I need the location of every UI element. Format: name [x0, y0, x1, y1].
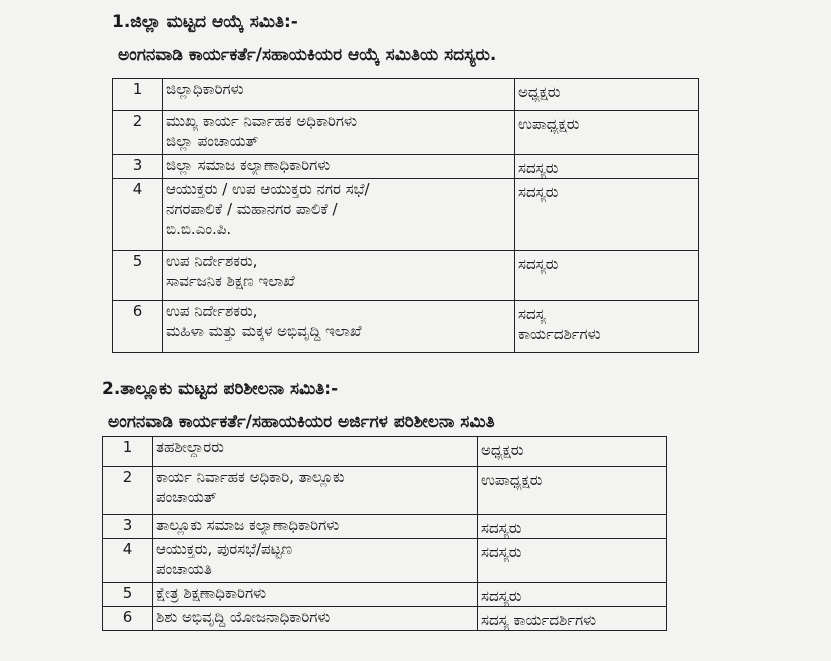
table-row	[113, 251, 699, 301]
member-designation	[153, 467, 478, 515]
section1-heading: 1.ಜಿಲ್ಲಾ ಮಟ್ಟದ ಆಯ್ಕೆ ಸಮಿತಿ:-	[112, 12, 298, 32]
designation-line: ಪಂಚಾಯತಿ	[156, 560, 212, 578]
committee-role	[515, 251, 699, 301]
row-number: 5	[103, 583, 153, 607]
row-number: 2	[103, 467, 153, 515]
member-designation	[163, 111, 515, 155]
committee-role	[515, 301, 699, 353]
member-designation	[163, 301, 515, 353]
designation-line: ತಾಲ್ಲೂಕು ಸಮಾಜ ಕಲ್ಯಾಣಾಧಿಕಾರಿಗಳು	[156, 516, 340, 534]
committee-role	[478, 539, 667, 583]
role-line: ಕಾರ್ಯದರ್ಶಿಗಳು	[518, 325, 601, 343]
row-number: 2	[113, 111, 163, 155]
role-line: ಅಧ್ಯಕ್ಷರು	[481, 441, 524, 459]
table-row	[113, 111, 699, 155]
row-number: 4	[113, 179, 163, 251]
member-designation	[153, 539, 478, 583]
table-row	[113, 79, 699, 111]
table-row	[103, 607, 667, 631]
designation-line: ಉಪ ನಿರ್ದೇಶಕರು,	[166, 252, 258, 270]
designation-line: ಜಿಲ್ಲಾ ಪಂಚಾಯತ್	[166, 132, 259, 150]
role-line: ಉಪಾಧ್ಯಕ್ಷರು	[518, 115, 580, 133]
row-number: 3	[103, 515, 153, 539]
role-line: ಸದಸ್ಯರು	[518, 183, 559, 201]
committee-role	[515, 179, 699, 251]
designation-line: ಸಾರ್ವಜನಿಕ ಶಿಕ್ಷಣ ಇಲಾಖೆ	[166, 272, 295, 290]
table-row	[103, 539, 667, 583]
table-row	[103, 437, 667, 467]
designation-line: ಪಂಚಾಯತ್	[156, 488, 217, 506]
designation-line: ಶಿಶು ಅಭಿವೃದ್ಧಿ ಯೋಜನಾಧಿಕಾರಿಗಳು	[156, 608, 331, 626]
designation-line: ಆಯುಕ್ತರು / ಉಪ ಆಯುಕ್ತರು ನಗರ ಸಭೆ/	[166, 180, 370, 198]
table-row	[113, 155, 699, 179]
role-line: ಸದಸ್ಯರು	[518, 255, 559, 273]
role-line: ಸದಸ್ಯರು	[481, 519, 522, 537]
row-number: 4	[103, 539, 153, 583]
designation-line: ತಹಶೀಲ್ದಾರರು	[156, 438, 224, 456]
table-row	[103, 467, 667, 515]
role-line: ಸದಸ್ಯ	[518, 305, 546, 323]
table-row	[103, 583, 667, 607]
row-number: 6	[103, 607, 153, 631]
committee-role	[478, 515, 667, 539]
role-line: ಸದಸ್ಯರು	[518, 159, 559, 177]
designation-line: ಆಯುಕ್ತರು, ಪುರಸಭೆ/ಪಟ್ಟಣ	[156, 540, 293, 558]
designation-line: ಬಿ.ಬಿ.ಎಂ.ಪಿ.	[166, 220, 232, 238]
table-row	[113, 301, 699, 353]
section2-subheading: ಅಂಗನವಾಡಿ ಕಾರ್ಯಕರ್ತೆ/ಸಹಾಯಕಿಯರ ಅರ್ಜಿಗಳ ಪರಿಶೀಲನಾ ಸಮಿತಿ	[108, 412, 495, 432]
row-number: 1	[113, 79, 163, 111]
section2-heading: 2.ತಾಲ್ಲೂಕು ಮಟ್ಟದ ಪರಿಶೀಲನಾ ಸಮಿತಿ:-	[102, 379, 339, 399]
row-number: 1	[103, 437, 153, 467]
row-number: 3	[113, 155, 163, 179]
table-row	[103, 515, 667, 539]
committee-role	[478, 607, 667, 631]
member-designation	[153, 607, 478, 631]
committee-role	[515, 111, 699, 155]
committee-role	[478, 467, 667, 515]
taluk-committee-table	[102, 436, 667, 631]
member-designation	[153, 437, 478, 467]
role-line: ಅಧ್ಯಕ್ಷರು	[518, 83, 561, 101]
section1-subheading: ಅಂಗನವಾಡಿ ಕಾರ್ಯಕರ್ತೆ/ಸಹಾಯಕಿಯರ ಆಯ್ಕೆ ಸಮಿತಿಯ ಸದಸ್ಯರು.	[118, 45, 497, 65]
member-designation	[163, 251, 515, 301]
role-line: ಸದಸ್ಯರು	[481, 587, 522, 605]
table-row	[113, 179, 699, 251]
committee-role	[515, 155, 699, 179]
designation-line: ಉಪ ನಿರ್ದೇಶಕರು,	[166, 302, 258, 320]
designation-line: ಮುಖ್ಯ ಕಾರ್ಯ ನಿರ್ವಾಹಕ ಅಧಿಕಾರಿಗಳು	[166, 112, 357, 130]
member-designation	[153, 583, 478, 607]
member-designation	[163, 79, 515, 111]
committee-role	[478, 437, 667, 467]
committee-role	[515, 79, 699, 111]
designation-line: ಮಹಿಳಾ ಮತ್ತು ಮಕ್ಕಳ ಅಭಿವೃದ್ಧಿ ಇಲಾಖೆ	[166, 322, 362, 340]
row-number: 5	[113, 251, 163, 301]
designation-line: ಜಿಲ್ಲಾಧಿಕಾರಿಗಳು	[166, 80, 244, 98]
designation-line: ಜಿಲ್ಲಾ ಸಮಾಜ ಕಲ್ಯಾಣಾಧಿಕಾರಿಗಳು	[166, 156, 331, 174]
member-designation	[163, 155, 515, 179]
designation-line: ನಗರಪಾಲಿಕೆ / ಮಹಾನಗರ ಪಾಲಿಕೆ /	[166, 200, 338, 218]
row-number: 6	[113, 301, 163, 353]
role-line: ಸದಸ್ಯರು	[481, 543, 522, 561]
district-committee-table	[112, 78, 699, 353]
designation-line: ಕಾರ್ಯ ನಿರ್ವಾಹಕ ಅಧಿಕಾರಿ, ತಾಲ್ಲೂಕು	[156, 468, 345, 486]
member-designation	[163, 179, 515, 251]
member-designation	[153, 515, 478, 539]
role-line: ಸದಸ್ಯ ಕಾರ್ಯದರ್ಶಿಗಳು	[481, 611, 597, 629]
committee-role	[478, 583, 667, 607]
designation-line: ಕ್ಷೇತ್ರ ಶಿಕ್ಷಣಾಧಿಕಾರಿಗಳು	[156, 584, 266, 602]
role-line: ಉಪಾಧ್ಯಕ್ಷರು	[481, 471, 543, 489]
